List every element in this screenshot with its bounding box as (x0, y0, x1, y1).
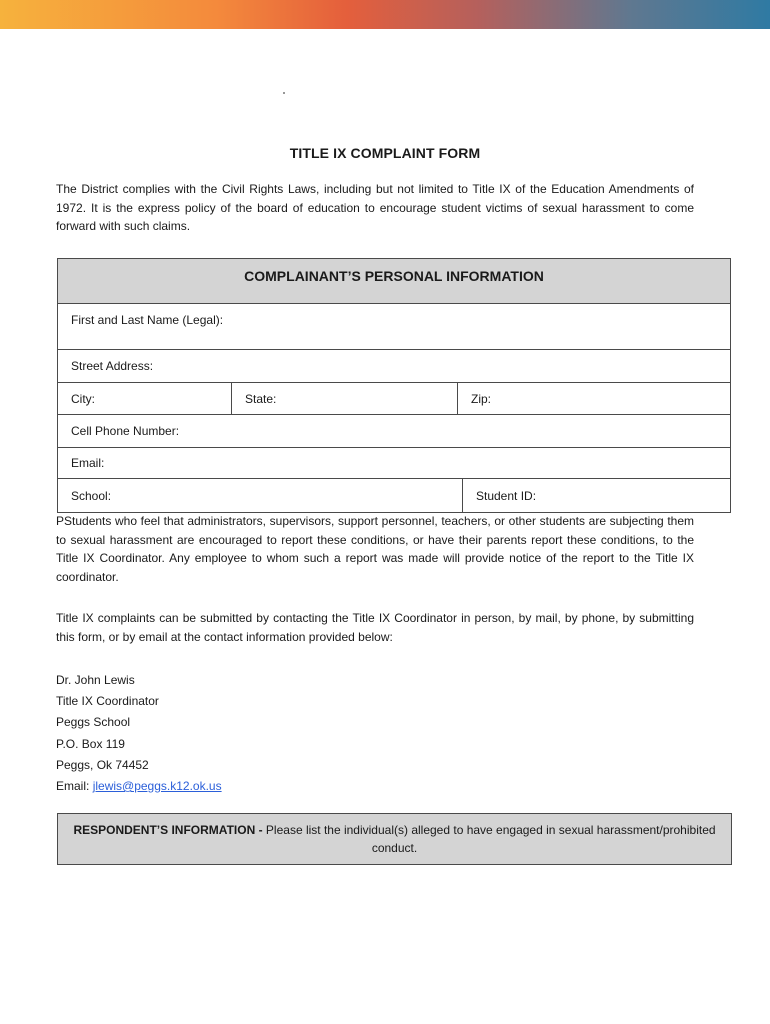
complainant-info-table (57, 258, 731, 513)
school-label: School: (71, 488, 112, 503)
complainant-section-header: COMPLAINANT’S PERSONAL INFORMATION (58, 259, 730, 304)
email-field[interactable] (58, 448, 730, 478)
table-row-city-state-zip (58, 383, 730, 415)
cell-phone-field[interactable] (58, 415, 730, 447)
respondent-section-header (57, 813, 732, 865)
page-title: TITLE IX COMPLAINT FORM (289, 145, 481, 161)
respondent-instruction: Please list the individual(s) alleged to have engaged in sexual harassment/prohibited conduct. (265, 823, 716, 855)
school-field[interactable] (58, 479, 462, 512)
state-label: State: (245, 391, 277, 406)
table-row-email (58, 448, 730, 479)
city-label: City: (71, 391, 95, 406)
city-field[interactable] (58, 383, 231, 414)
student-id-field[interactable] (462, 479, 730, 512)
street-address-field[interactable] (58, 350, 730, 382)
name-label: First and Last Name (Legal): (71, 313, 224, 327)
students-paragraph: PStudents who feel that administrators, supervisors, support personnel, teachers, or other students are subjecting them to sexual harassment are encouraged to report these conditions, or have their parents report these conditions, to the Title IX Coordinator. Any employee to whom such a report was made will provide notice of the report to the Title IX coordinator. (56, 514, 694, 584)
coordinator-school: Peggs School (56, 715, 131, 730)
cell-phone-label: Cell Phone Number: (71, 424, 180, 438)
student-id-label: Student ID: (476, 488, 537, 503)
email-label: Email: (71, 456, 105, 470)
intro-paragraph: The District complies with the Civil Rights Laws, including but not limited to Title IX of the Education Amendments of 1972. It is the express policy of the board of education to encourage student victims of sexual harassment to come forward with such claims. (56, 182, 694, 234)
state-field[interactable] (231, 383, 457, 414)
name-field[interactable] (58, 304, 730, 349)
complaints-paragraph: Title IX complaints can be submitted by contacting the Title IX Coordinator in person, by mail, by phone, by submitting this form, or by email at the contact information provided below: (56, 611, 694, 644)
zip-field[interactable] (457, 383, 730, 414)
stray-mark (283, 92, 285, 94)
coordinator-email-link[interactable]: jlewis@peggs.k12.ok.us (92, 778, 222, 793)
zip-label: Zip: (471, 391, 492, 406)
coordinator-role: Title IX Coordinator (56, 694, 159, 709)
table-row-name (58, 304, 730, 350)
table-row-street (58, 350, 730, 383)
table-row-phone (58, 415, 730, 448)
coordinator-email-line (56, 776, 222, 797)
header-banner (0, 0, 770, 29)
coordinator-contact-block (56, 670, 222, 797)
street-address-label: Street Address: (71, 359, 154, 373)
respondent-heading: RESPONDENT’S INFORMATION - (73, 823, 263, 837)
coordinator-city-state-zip: Peggs, Ok 74452 (56, 757, 149, 772)
table-row-school (58, 479, 730, 512)
coordinator-email-label: Email: (56, 778, 90, 793)
coordinator-po-box: P.O. Box 119 (56, 736, 125, 751)
coordinator-name: Dr. John Lewis (56, 673, 135, 687)
